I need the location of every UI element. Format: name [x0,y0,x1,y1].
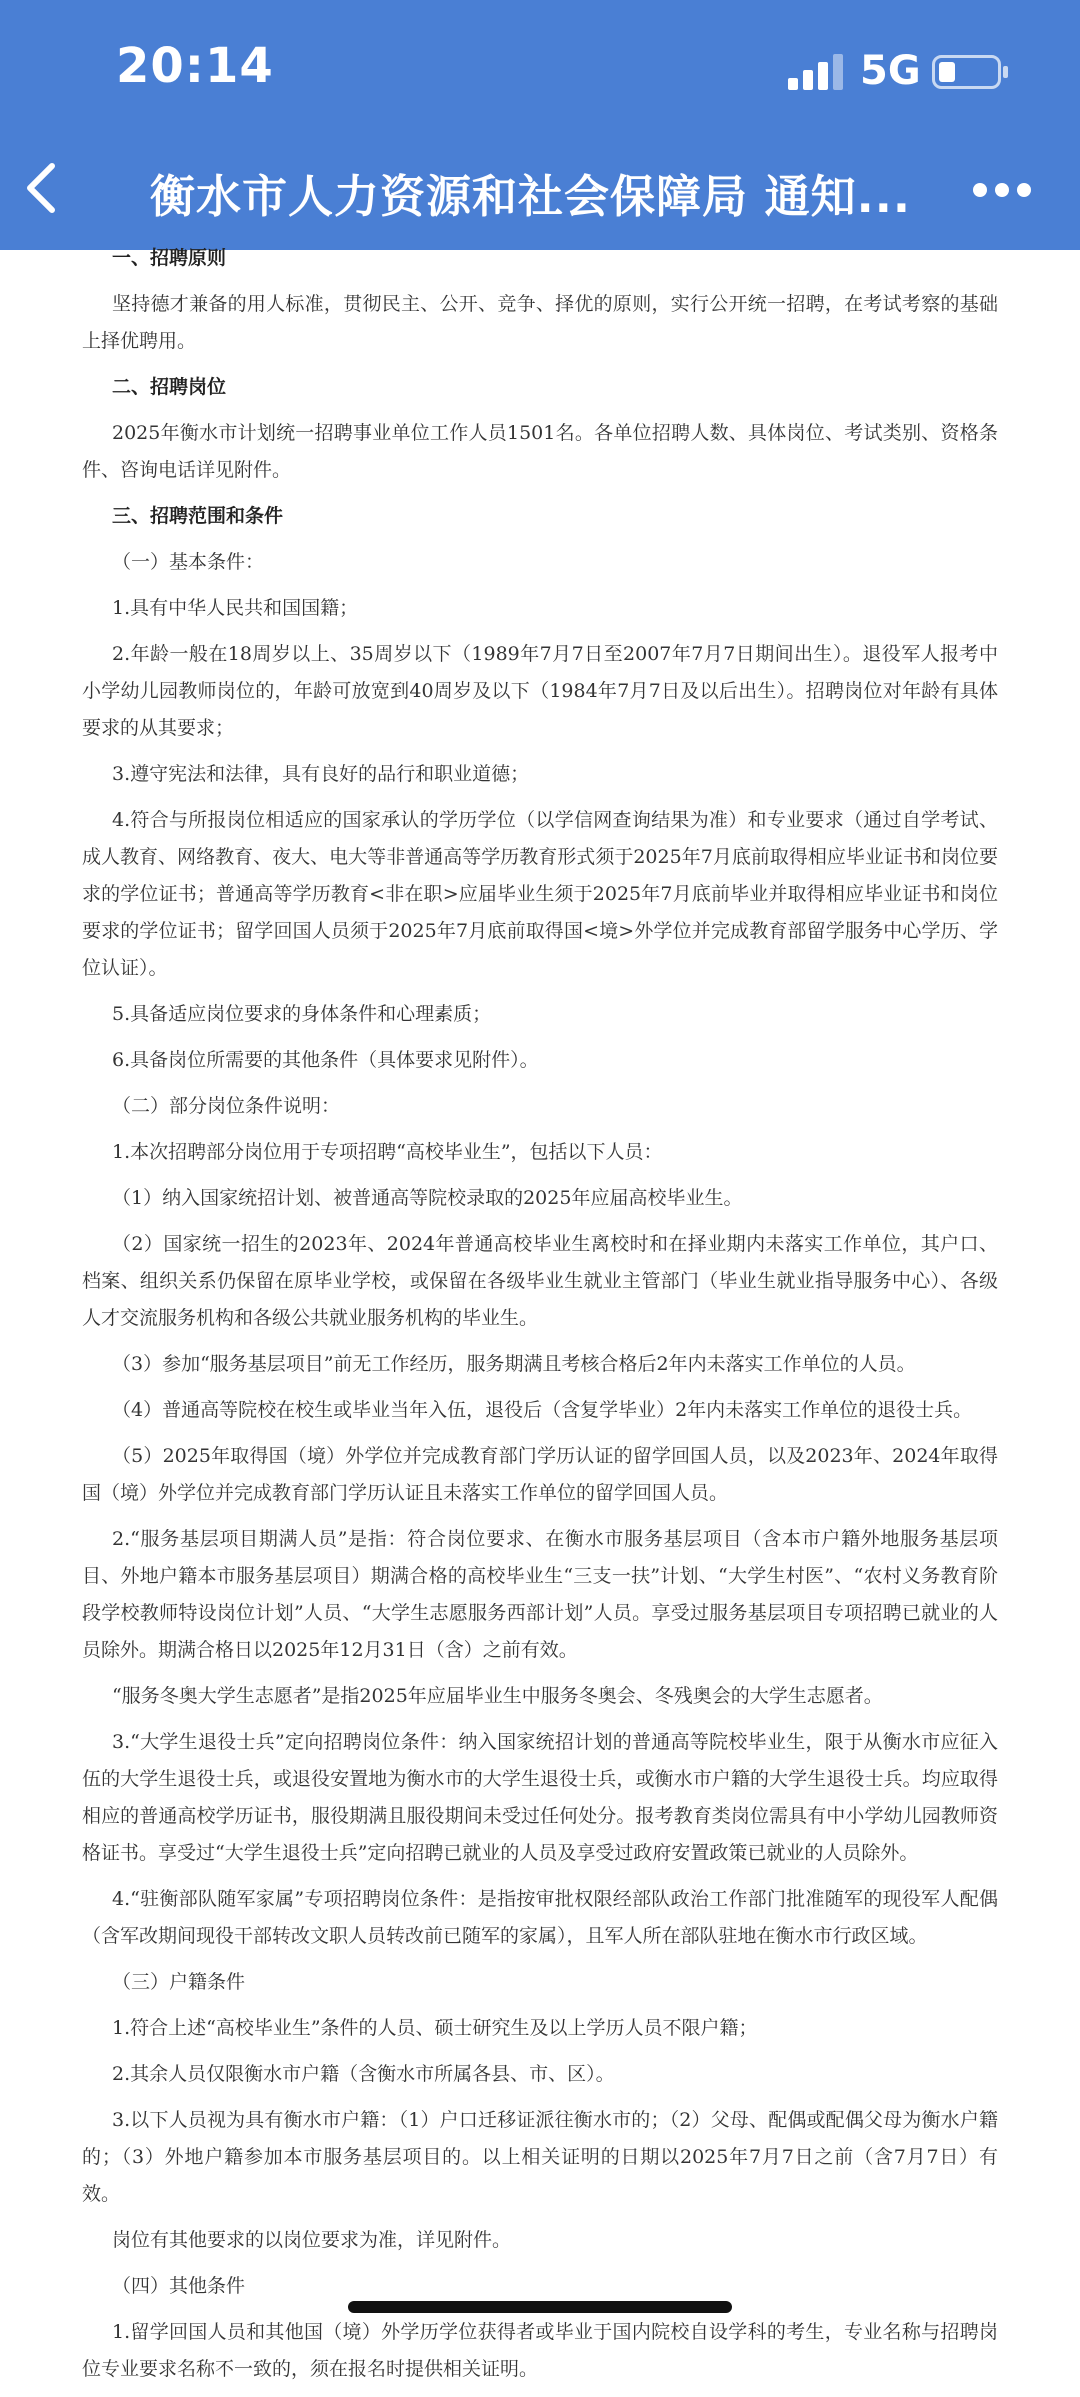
paragraph: 1.符合上述“高校毕业生”条件的人员、硕士研究生及以上学历人员不限户籍； [112,2017,758,2039]
paragraph: （4）普通高等院校在校生或毕业当年入伍，退役后（含复学毕业）2年内未落实工作单位的退役士兵。 [112,1399,973,1421]
paragraph: （3）参加“服务基层项目”前无工作经历，服务期满且考核合格后2年内未落实工作单位的人员。 [112,1353,916,1375]
paragraph: “服务冬奥大学生志愿者”是指2025年应届毕业生中服务冬奥会、冬残奥会的大学生志愿者。 [112,1685,883,1707]
paragraph: （1）纳入国家统招计划、被普通高等院校录取的2025年应届高校毕业生。 [112,1187,743,1209]
article-body [82,240,998,2397]
battery-icon [932,55,1010,89]
more-options-icon[interactable] [972,178,1032,202]
paragraph: 6.具备岗位所需要的其他条件（具体要求见附件）。 [112,1049,539,1071]
paragraph: 1.留学回国人员和其他国（境）外学历学位获得者或毕业于国内院校自设学科的考生，专业名称与招聘岗位专业要求名称不一致的，须在报名时提供相关证明。 [82,2321,998,2380]
paragraph: 2.“服务基层项目期满人员”是指：符合岗位要求、在衡水市服务基层项目（含本市户籍外地服务基层项目、外地户籍本市服务基层项目）期满合格的高校毕业生“三支一扶”计划、“大学生村医”、“农村义务教育阶段学校教师特设岗位计划”人员、“大学生志愿服务西部计划”人员。享受过服务基层项目专项招聘已就业的人员除外。期满合格日以2025年12月31日（含）之前有效。 [82,1528,998,1661]
back-arrow-icon[interactable] [22,158,62,218]
paragraph: （四）其他条件 [112,2275,246,2297]
paragraph: 3.遵守宪法和法律，具有良好的品行和职业道德； [112,763,530,785]
signal-icon [788,54,846,90]
paragraph: 坚持德才兼备的用人标准，贯彻民主、公开、竞争、择优的原则，实行公开统一招聘，在考试考察的基础上择优聘用。 [82,293,998,352]
paragraph: 1.本次招聘部分岗位用于专项招聘“高校毕业生”，包括以下人员： [112,1141,663,1163]
paragraph: 岗位有其他要求的以岗位要求为准，详见附件。 [112,2229,512,2251]
paragraph: 2.年龄一般在18周岁以上、35周岁以下（1989年7月7日至2007年7月7日期间出生）。退役军人报考中小学幼儿园教师岗位的，年龄可放宽到40周岁及以下（1984年7月7日及以后出生）。招聘岗位对年龄有具体要求的从其要求； [82,643,998,739]
article-scroll-area[interactable] [0,247,1080,2380]
paragraph: （2）国家统一招生的2023年、2024年普通高校毕业生离校时和在择业期内未落实工作单位，其户口、档案、组织关系仍保留在原毕业学校，或保留在各级毕业生就业主管部门（毕业生就业指导服务中心）、各级人才交流服务机构和各级公共就业服务机构的毕业生。 [82,1233,998,1329]
paragraph: （5）2025年取得国（境）外学位并完成教育部门学历认证的留学回国人员，以及2023年、2024年取得国（境）外学位并完成教育部门学历认证且未落实工作单位的留学回国人员。 [82,1445,998,1504]
page-title: 衡水市人力资源和社会保障局 通知... [150,170,911,223]
status-time: 20:14 [116,38,274,94]
paragraph: 5.具备适应岗位要求的身体条件和心理素质； [112,1003,492,1025]
paragraph: 2025年衡水市计划统一招聘事业单位工作人员1501名。各单位招聘人数、具体岗位、考试类别、资格条件、咨询电话详见附件。 [82,422,998,481]
network-type: 5G [860,48,921,94]
section-heading: 一、招聘原则 [112,247,227,269]
paragraph: （三）户籍条件 [112,1971,246,1993]
app-header [0,0,1080,250]
paragraph: （一）基本条件： [112,551,265,573]
paragraph: 3.“大学生退役士兵”定向招聘岗位条件：纳入国家统招计划的普通高等院校毕业生，限于从衡水市应征入伍的大学生退役士兵，或退役安置地为衡水市的大学生退役士兵，或衡水市户籍的大学生退役士兵。均应取得相应的普通高校学历证书，服役期满且服役期间未受过任何处分。报考教育类岗位需具有中小学幼儿园教师资格证书。享受过“大学生退役士兵”定向招聘已就业的人员及享受过政府安置政策已就业的人员除外。 [82,1731,998,1864]
section-heading: 三、招聘范围和条件 [112,505,284,527]
home-indicator[interactable] [348,2301,732,2313]
paragraph: 4.“驻衡部队随军家属”专项招聘岗位条件：是指按审批权限经部队政治工作部门批准随军的现役军人配偶（含军改期间现役干部转改文职人员转改前已随军的家属），且军人所在部队驻地在衡水市行政区域。 [82,1888,998,1947]
section-heading: 二、招聘岗位 [112,376,227,398]
paragraph: 4.符合与所报岗位相适应的国家承认的学历学位（以学信网查询结果为准）和专业要求（通过自学考试、成人教育、网络教育、夜大、电大等非普通高等学历教育形式须于2025年7月底前取得相应毕业证书和岗位要求的学位证书；普通高等学历教育<非在职>应届毕业生须于2025年7月底前毕业并取得相应毕业证书和岗位要求的学位证书；留学回国人员须于2025年7月底前取得国<境>外学位并完成教育部留学服务中心学历、学位认证）。 [82,809,998,979]
paragraph: 3.以下人员视为具有衡水市户籍：（1）户口迁移证派往衡水市的；（2）父母、配偶或配偶父母为衡水户籍的；（3）外地户籍参加本市服务基层项目的。以上相关证明的日期以2025年7月7日之前（含7月7日）有效。 [82,2109,998,2205]
paragraph: （二）部分岗位条件说明： [112,1095,341,1117]
paragraph: 1.具有中华人民共和国国籍； [112,597,359,619]
paragraph: 2.其余人员仅限衡水市户籍（含衡水市所属各县、市、区）。 [112,2063,615,2085]
